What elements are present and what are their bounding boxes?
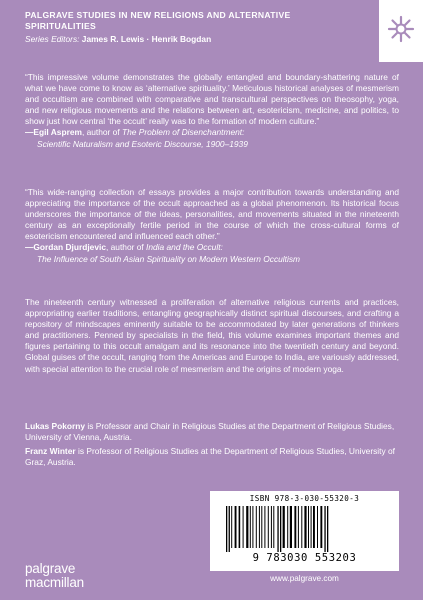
quote-book-title: India and the Occult:	[146, 242, 223, 253]
editor-name: Franz Winter	[25, 446, 76, 456]
editor-bio-text: is Professor of Religious Studies at the Department of Religious Studies, University of Graz, Austria.	[25, 446, 395, 468]
endorsement-quote-1	[25, 72, 399, 150]
quote-attribution	[25, 242, 399, 264]
barcode-bar	[235, 506, 237, 548]
barcode-bar	[261, 506, 262, 548]
endorsement-quote-2	[25, 187, 399, 265]
series-editors	[25, 34, 355, 45]
series-editors-label: Series Editors:	[25, 34, 80, 44]
quote-role: , author of	[81, 127, 122, 138]
barcode-bar	[259, 506, 260, 548]
barcode-bar	[271, 506, 272, 548]
barcode-bar	[290, 506, 292, 548]
barcode-bar	[264, 506, 265, 548]
quote-author: —Gordan Djurdjevic	[25, 242, 106, 253]
barcode-bar	[226, 506, 227, 552]
quote-text: “This wide-ranging collection of essays provides a major contribution towards understanding and appreciating the importance of the occult approached as a global phenomenon. Its historical focus underscores the importance of the ideas, personalities, and movements situated in the nineteenth century as an exceptionally fertile period in the course of which the cross-cultural forms of esotericism encountered and influenced each other.”	[25, 187, 399, 242]
barcode-bar	[313, 506, 315, 548]
series-title: PALGRAVE STUDIES IN NEW RELIGIONS AND ALTERNATIVE SPIRITUALITIES	[25, 10, 291, 31]
publisher-name-line2: macmillan	[25, 575, 84, 590]
series-editors-names: James R. Lewis · Henrik Bogdan	[81, 34, 212, 44]
quote-text: “This impressive volume demonstrates the globally entangled and boundary-shattering nature of what we have come to know as ‘alternative spirituality.’ Meticulous historical analyses of mesmerism and occultism are combined with comparative and transcultural perspectives on theosophy, yoga, and new religious movements and the relations between art, esotericism, medicine, and politics, to show just how central ‘the occult’ really was to the formation of modern culture.”	[25, 72, 399, 127]
barcode-bar	[304, 506, 306, 548]
publisher-name-line1: palgrave	[25, 561, 76, 576]
barcode-bar	[243, 506, 244, 548]
publisher-corner-logo	[379, 0, 423, 62]
barcode-bar	[268, 506, 269, 548]
editor-bio	[25, 446, 399, 468]
barcode-bar	[229, 506, 230, 552]
barcode-bar	[301, 506, 302, 548]
publisher-website: www.palgrave.com	[270, 574, 339, 583]
barcode-bar	[320, 506, 322, 548]
quote-book-title: The Problem of Disenchantment:	[121, 127, 245, 138]
barcode-bar	[277, 506, 278, 552]
barcode-bar	[273, 506, 274, 548]
quote-role: , author of	[105, 242, 147, 253]
palgrave-pivot-star-icon	[386, 14, 416, 44]
isbn-label: ISBN 978-3-030-55320-3	[249, 494, 360, 503]
barcode-bar	[283, 506, 285, 548]
barcode	[224, 506, 385, 552]
quote-book-subtitle: Scientific Naturalism and Esoteric Discourse, 1900–1939	[37, 138, 248, 149]
barcode-bar	[231, 506, 232, 548]
barcode-bar	[324, 506, 325, 552]
editor-name: Lukas Pokorny	[25, 421, 86, 431]
isbn-barcode-box	[210, 491, 399, 571]
barcode-bar	[246, 506, 248, 548]
book-description: The nineteenth century witnessed a proliferation of alternative religious currents and practices, appropriating earlier traditions, entangling geographically distinct spiritual discourses, and crafting a repository of mindscapes eminently suitable to be accommodated by later generations of thinkers and practitioners. Penned by specialists in the field, this volume examines important themes and figures pertaining to this occult amalgam and its resonance into the twentieth century and beyond. Global guises of the occult, ranging from the Americas and Europe to India, are variously addressed, with special attention to the crucial role of mesmerism and the origins of modern yoga.	[25, 297, 399, 374]
quote-attribution	[25, 127, 399, 149]
barcode-bar	[252, 506, 253, 548]
quote-author: —Egil Asprem	[25, 127, 82, 138]
barcode-bar	[256, 506, 257, 548]
barcode-bar	[327, 506, 328, 552]
barcode-bar	[280, 506, 281, 552]
editor-bio-text: is Professor and Chair in Religious Studies at the Department of Religious Studies, University of Vienna, Austria.	[25, 421, 395, 443]
barcode-digits: 9 783030 553203	[252, 552, 357, 564]
barcode-bar	[239, 506, 241, 548]
barcode-bar	[298, 506, 299, 548]
barcode-bar	[308, 506, 309, 548]
barcode-bar	[250, 506, 251, 548]
barcode-bar	[287, 506, 288, 548]
publisher-logo	[25, 562, 84, 590]
barcode-bar	[294, 506, 296, 548]
quote-book-subtitle: The Influence of South Asian Spirituality on Modern Western Occultism	[37, 253, 301, 264]
editor-bio	[25, 421, 399, 443]
barcode-bar	[317, 506, 318, 548]
barcode-bar	[311, 506, 312, 548]
